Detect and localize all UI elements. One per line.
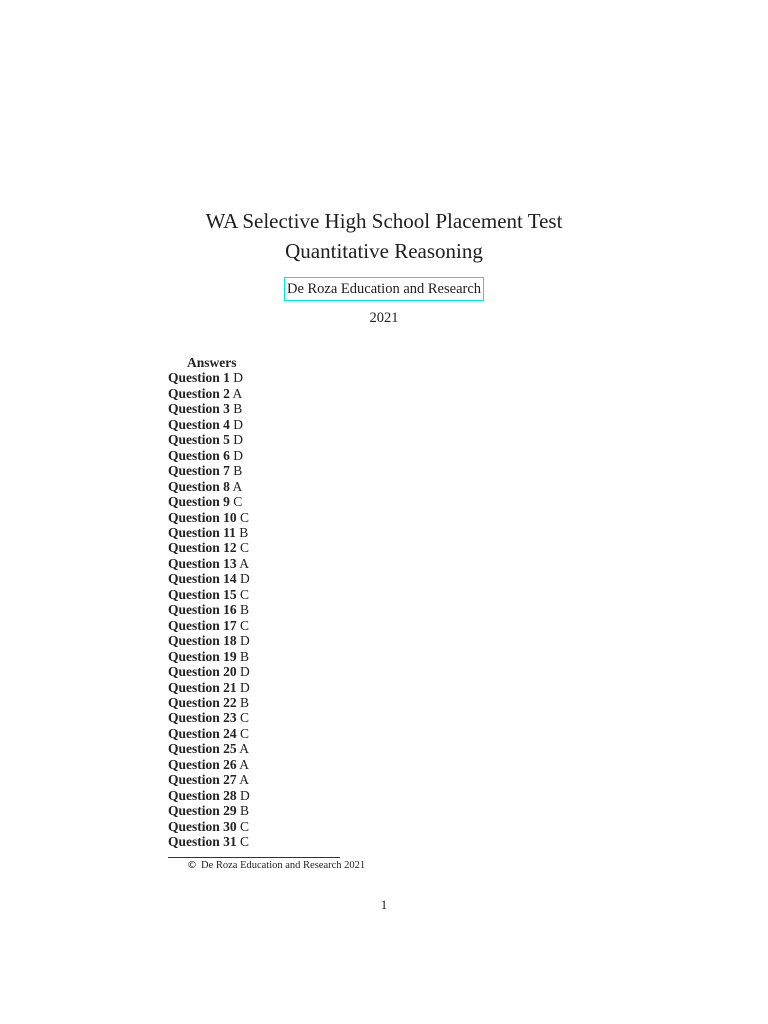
answer-row — [168, 587, 250, 602]
question-label: Question 31 — [168, 834, 237, 850]
answer-row — [168, 710, 250, 725]
answer-row — [168, 386, 250, 401]
question-label: Question 8 — [168, 478, 230, 494]
question-label: Question 3 — [168, 401, 230, 417]
answer-value: C — [240, 617, 250, 633]
answer-value: C — [240, 725, 250, 741]
answer-row — [168, 370, 250, 385]
answer-row — [168, 633, 250, 648]
answer-row — [168, 401, 250, 416]
answer-row — [168, 680, 250, 695]
title-line-1: WA Selective High School Placement Test — [205, 209, 563, 233]
answer-value: C — [240, 710, 250, 726]
answers-heading: Answers — [187, 355, 237, 370]
question-label: Question 5 — [168, 432, 230, 448]
answer-row — [168, 448, 250, 463]
publication-year: 2021 — [369, 310, 399, 326]
answer-value: A — [232, 478, 243, 494]
answer-row — [168, 463, 250, 478]
answer-row — [168, 726, 250, 741]
question-label: Question 12 — [168, 540, 237, 556]
answer-value: A — [239, 741, 250, 757]
answer-row — [168, 525, 250, 540]
answer-value: D — [240, 664, 250, 680]
answer-value: C — [240, 540, 250, 556]
answer-value: D — [233, 416, 244, 432]
question-label: Question 16 — [168, 602, 237, 618]
question-label: Question 30 — [168, 818, 237, 834]
answer-value: B — [233, 463, 243, 479]
answer-value: D — [233, 432, 244, 448]
answers-list — [168, 355, 250, 850]
answer-row — [168, 417, 250, 432]
answer-value: D — [240, 679, 250, 695]
question-label: Question 23 — [168, 710, 237, 726]
question-label: Question 17 — [168, 617, 237, 633]
question-label: Question 10 — [168, 509, 237, 525]
answer-row — [168, 803, 250, 818]
footnote-rule — [168, 857, 340, 858]
answer-value: D — [240, 571, 250, 587]
answer-value: B — [233, 401, 243, 417]
answer-value: B — [240, 803, 250, 819]
answer-row — [168, 757, 250, 772]
answer-row — [168, 556, 250, 571]
question-label: Question 22 — [168, 694, 237, 710]
question-label: Question 9 — [168, 494, 230, 510]
question-label: Question 4 — [168, 416, 230, 432]
answer-row — [168, 618, 250, 633]
author-block — [0, 277, 768, 301]
question-label: Question 18 — [168, 633, 237, 649]
answer-row — [168, 494, 250, 509]
answer-value: B — [240, 694, 250, 710]
answer-row — [168, 540, 250, 555]
author-link[interactable]: De Roza Education and Research — [284, 277, 484, 301]
question-label: Question 15 — [168, 586, 237, 602]
answer-row — [168, 432, 250, 447]
answer-value: D — [233, 370, 244, 386]
answer-value: A — [239, 555, 250, 571]
document-title — [0, 206, 768, 266]
footnote-text: De Roza Education and Research 2021 — [201, 860, 366, 871]
question-label: Question 7 — [168, 463, 230, 479]
answer-rows — [168, 370, 250, 849]
answer-value: C — [240, 834, 250, 850]
answer-row — [168, 664, 250, 679]
answer-value: C — [240, 586, 250, 602]
answer-value: B — [240, 648, 250, 664]
footnote — [187, 859, 365, 873]
question-label: Question 13 — [168, 555, 237, 571]
page-number: 1 — [380, 897, 388, 912]
question-label: Question 28 — [168, 787, 237, 803]
question-label: Question 14 — [168, 571, 237, 587]
question-label: Question 24 — [168, 725, 237, 741]
answer-value: B — [240, 602, 250, 618]
answer-row — [168, 649, 250, 664]
question-label: Question 6 — [168, 447, 230, 463]
answer-row — [168, 510, 250, 525]
copyright-icon: © — [187, 860, 197, 871]
title-line-2: Quantitative Reasoning — [285, 239, 483, 263]
answer-value: C — [240, 509, 250, 525]
answer-row — [168, 819, 250, 834]
question-label: Question 29 — [168, 803, 237, 819]
answer-value: C — [233, 494, 243, 510]
answer-value: D — [233, 447, 244, 463]
answer-value: A — [232, 385, 243, 401]
answer-row — [168, 741, 250, 756]
answer-row — [168, 479, 250, 494]
answer-row — [168, 602, 250, 617]
question-label: Question 2 — [168, 385, 230, 401]
question-label: Question 11 — [168, 524, 236, 540]
answer-row — [168, 571, 250, 586]
answer-row — [168, 772, 250, 787]
answer-row — [168, 695, 250, 710]
question-label: Question 26 — [168, 756, 237, 772]
answer-value: A — [239, 772, 250, 788]
question-label: Question 27 — [168, 772, 237, 788]
answer-value: D — [240, 787, 250, 803]
answer-value: C — [240, 818, 250, 834]
question-label: Question 19 — [168, 648, 237, 664]
question-label: Question 25 — [168, 741, 237, 757]
answer-value: D — [240, 633, 250, 649]
answer-row — [168, 834, 250, 849]
answer-value: A — [239, 756, 250, 772]
answer-value: B — [239, 524, 249, 540]
question-label: Question 20 — [168, 664, 237, 680]
answer-row — [168, 788, 250, 803]
question-label: Question 21 — [168, 679, 237, 695]
question-label: Question 1 — [168, 370, 230, 386]
